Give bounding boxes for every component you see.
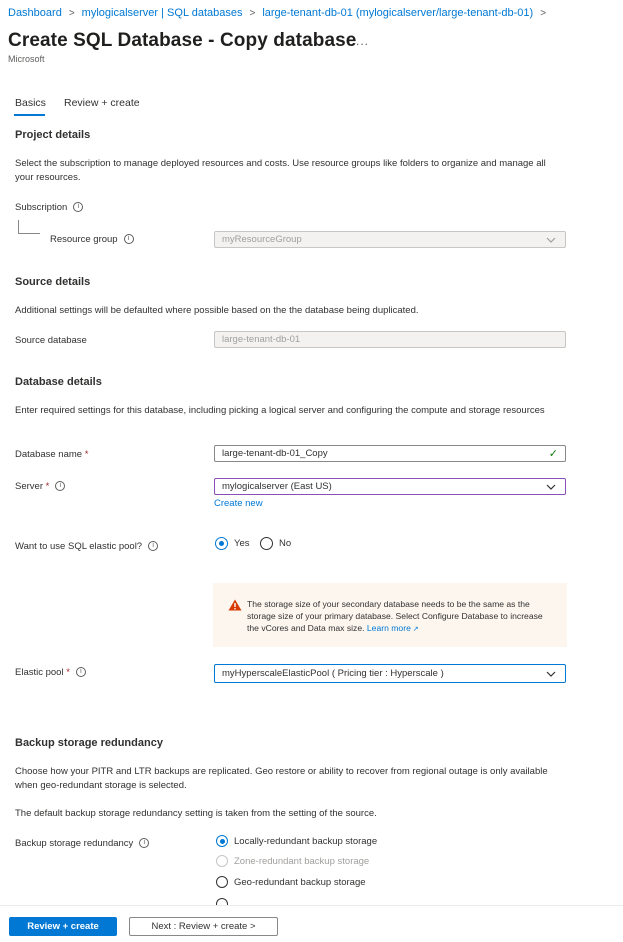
geo-redundant-label: Geo-redundant backup storage (234, 876, 366, 888)
no-label: No (279, 538, 292, 549)
backup-redundancy-heading: Backup storage redundancy (15, 737, 163, 749)
chevron-down-icon (545, 234, 557, 246)
publisher-label: Microsoft (8, 54, 45, 64)
radio-icon (216, 898, 228, 905)
info-icon[interactable]: i (148, 541, 158, 551)
database-name-label (15, 449, 88, 460)
tab-selected-indicator (14, 114, 45, 116)
resource-group-value: myResourceGroup (222, 234, 302, 245)
locally-redundant-label: Locally-redundant backup storage (234, 835, 378, 847)
required-marker: * (45, 481, 50, 492)
backup-option-zone-redundant (216, 855, 369, 867)
warning-message: The storage size of your secondary database needs to be the same as the storage size of your primary database. Select Configure Database to increase the vCores and Data max size. (247, 599, 543, 633)
info-icon[interactable]: i (124, 234, 134, 244)
yes-label: Yes (234, 538, 250, 549)
database-name-value: large-tenant-db-01_Copy (222, 448, 328, 459)
backup-redundancy-label-text: Backup storage redundancy (15, 838, 134, 849)
breadcrumb (8, 7, 553, 19)
chevron-right-icon: > (249, 8, 256, 19)
backup-option-locally-redundant[interactable] (216, 835, 377, 847)
tab-basics[interactable]: Basics (15, 97, 46, 109)
radio-selected-icon[interactable] (215, 537, 228, 550)
database-name-input[interactable] (214, 445, 566, 462)
breadcrumb-dashboard[interactable]: Dashboard (8, 7, 62, 19)
radio-disabled-icon (216, 855, 228, 867)
breadcrumb-sql-databases[interactable]: mylogicalserver | SQL databases (81, 7, 243, 19)
radio-selected-icon[interactable] (216, 835, 228, 847)
backup-redundancy-description: Choose how your PITR and LTR backups are replicated. Geo restore or ability to recover from regional outage is only available when geo-redundant storage is selected. (15, 766, 548, 791)
zone-redundant-label: Zone-redundant backup storage (234, 855, 370, 867)
backup-option-geo-redundant[interactable] (216, 876, 366, 888)
source-database-value: large-tenant-db-01 (222, 334, 301, 345)
info-icon[interactable]: i (73, 202, 83, 212)
review-create-button[interactable]: Review + create (9, 917, 117, 936)
elastic-pool-question-text: Want to use SQL elastic pool? (15, 541, 143, 552)
radio-icon[interactable] (260, 537, 273, 550)
required-marker: * (84, 449, 89, 460)
source-database-label: Source database (15, 335, 87, 346)
server-label (15, 481, 65, 492)
external-link-icon: ↗ (410, 626, 419, 633)
resource-group-label (50, 234, 134, 245)
source-details-description: Additional settings will be defaulted where possible based on the the database being duplicated. (15, 305, 419, 316)
elastic-pool-label-text: Elastic pool (15, 667, 64, 678)
project-details-heading: Project details (15, 129, 91, 141)
elastic-pool-label (15, 667, 86, 678)
server-value: mylogicalserver (East US) (222, 481, 332, 492)
subscription-label (15, 202, 83, 213)
info-icon[interactable]: i (55, 481, 65, 491)
source-database-field (214, 331, 566, 348)
backup-redundancy-label (15, 838, 149, 849)
elastic-pool-no-option[interactable] (260, 537, 291, 550)
chevron-down-icon (545, 481, 557, 493)
info-icon[interactable]: i (139, 838, 149, 848)
storage-warning-text (247, 598, 557, 636)
subscription-label-text: Subscription (15, 202, 68, 213)
elastic-pool-question (15, 541, 158, 552)
chevron-right-icon: > (68, 8, 75, 19)
elastic-pool-yes-option[interactable] (215, 537, 250, 550)
chevron-right-icon: > (540, 8, 547, 19)
page-title: Create SQL Database - Copy database (8, 30, 357, 51)
database-name-label-text: Database name (15, 449, 83, 460)
required-marker: * (66, 667, 70, 678)
database-details-heading: Database details (15, 376, 102, 388)
breadcrumb-source-database[interactable]: large-tenant-db-01 (mylogicalserver/large-tenant-db-01) (262, 7, 534, 19)
resource-group-dropdown[interactable] (214, 231, 566, 248)
clipped-radio (216, 898, 228, 905)
tree-connector (18, 220, 19, 233)
tab-review-create[interactable]: Review + create (64, 97, 140, 109)
next-review-create-button[interactable]: Next : Review + create > (129, 917, 278, 936)
elastic-pool-dropdown[interactable] (214, 664, 566, 683)
storage-warning-banner (213, 583, 567, 647)
learn-more-link[interactable] (367, 623, 419, 633)
resource-group-label-text: Resource group (50, 234, 118, 245)
warning-icon (228, 599, 242, 611)
more-options-icon[interactable]: ... (356, 34, 370, 48)
info-icon[interactable]: i (76, 667, 86, 677)
create-new-server-link[interactable]: Create new (214, 498, 263, 509)
source-details-heading: Source details (15, 276, 91, 288)
tree-connector (18, 233, 40, 234)
learn-more-text: Learn more (366, 623, 411, 633)
project-details-description: Select the subscription to manage deployed resources and costs. Use resource groups like folders to organize and manage all your resources. (15, 158, 546, 183)
server-label-text: Server (15, 481, 43, 492)
chevron-down-icon (545, 668, 557, 680)
database-details-description: Enter required settings for this database, including picking a logical server and configuring the compute and storage resources (15, 405, 545, 416)
backup-default-note: The default backup storage redundancy setting is taken from the setting of the source. (15, 808, 377, 819)
radio-icon[interactable] (216, 876, 228, 888)
elastic-pool-value: myHyperscaleElasticPool ( Pricing tier : Hyperscale ) (222, 668, 444, 679)
server-dropdown[interactable] (214, 478, 566, 495)
checkmark-icon: ✓ (548, 448, 558, 460)
